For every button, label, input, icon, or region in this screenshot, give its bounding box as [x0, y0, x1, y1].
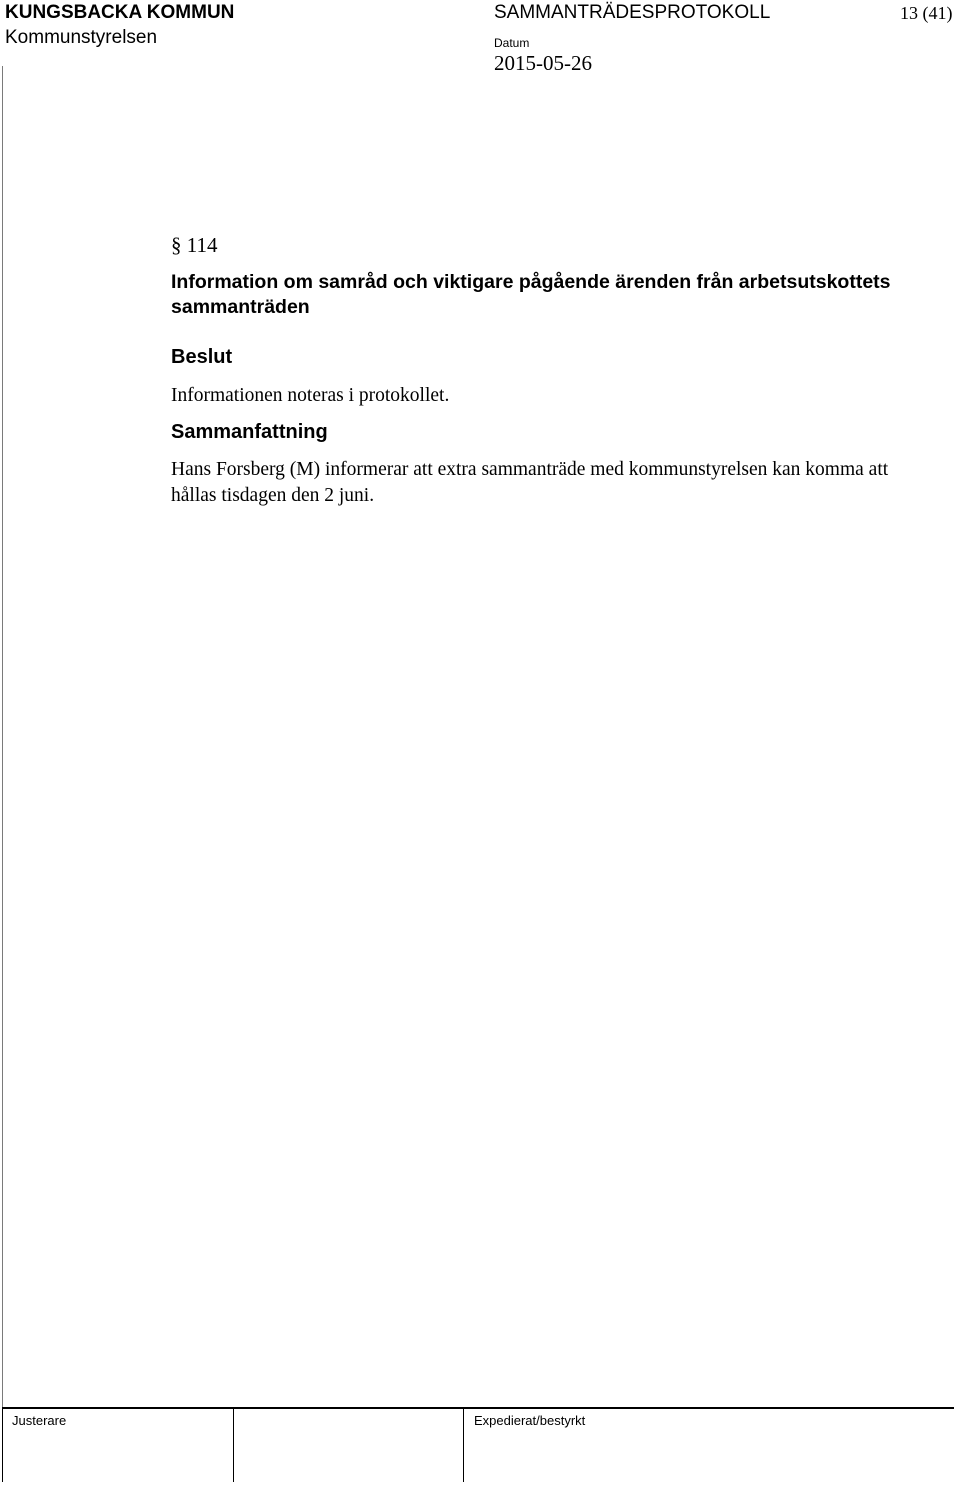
summary-heading: Sammanfattning	[171, 421, 328, 443]
decision-text: Informationen noteras i protokollet.	[171, 385, 450, 406]
organization-name: KUNGSBACKA KOMMUN	[5, 2, 235, 23]
footer-rule	[2, 1407, 954, 1409]
section-number: § 114	[171, 233, 218, 257]
footer-divider	[233, 1409, 234, 1482]
footer-divider	[2, 1409, 3, 1482]
decision-heading: Beslut	[171, 346, 233, 368]
section-title: Information om samråd och viktigare pågående ärenden från arbetsutskottets sammanträden	[171, 271, 891, 318]
footer-divider	[463, 1409, 464, 1482]
left-margin-rule	[2, 66, 3, 1408]
meeting-date: 2015-05-26	[494, 51, 592, 75]
department-name: Kommunstyrelsen	[5, 27, 158, 48]
page-number: 13 (41)	[900, 3, 953, 23]
signers-label: Justerare	[12, 1413, 67, 1428]
document-type: SAMMANTRÄDESPROTOKOLL	[494, 2, 771, 23]
date-label: Datum	[494, 36, 530, 50]
summary-text: Hans Forsberg (M) informerar att extra sammanträde med kommunstyrelsen kan komma att hållas tisdagen den 2 juni.	[171, 459, 889, 506]
dispatched-label: Expedierat/bestyrkt	[474, 1413, 586, 1428]
